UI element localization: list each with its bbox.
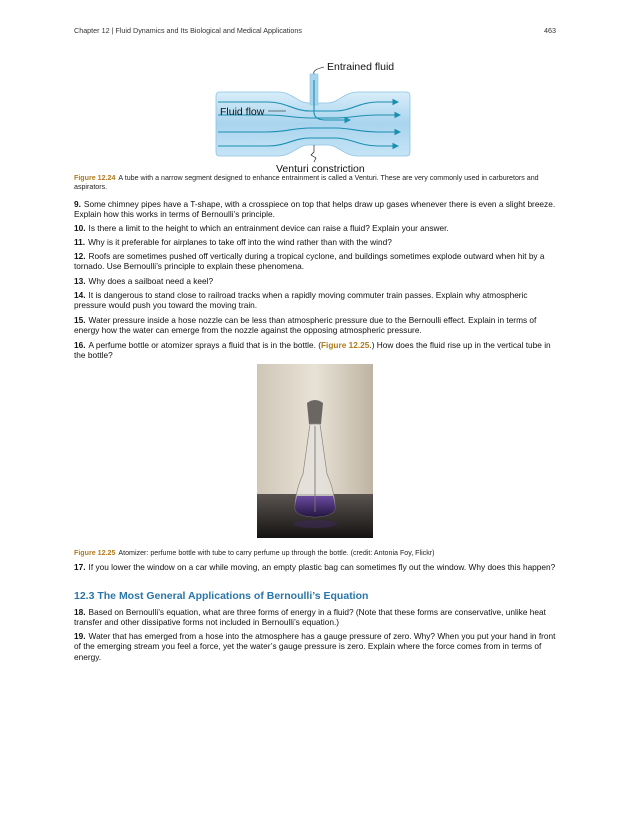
figure-24-caption xyxy=(74,174,558,192)
label-leader xyxy=(314,67,324,74)
question-text: .) How does the fluid rise up in the vertical tube in the bottle? xyxy=(74,340,551,361)
venturi-figure xyxy=(210,56,420,174)
bottle-reflection xyxy=(293,520,337,528)
question-number: 11. xyxy=(74,237,86,247)
question-text: Why does a sailboat need a keel? xyxy=(88,276,214,286)
question-text: Roofs are sometimes pushed off vertically during a tropical cyclone, and buildings sometimes explode outward when hit by a tornado. Use Bernoulli’s principle to explain these phenomena. xyxy=(74,251,545,272)
page-number: 463 xyxy=(544,26,556,35)
question-number: 18. xyxy=(74,607,86,617)
question xyxy=(74,237,558,247)
question xyxy=(74,251,558,272)
question-number: 14. xyxy=(74,290,86,300)
venturi-constriction-label: Venturi constriction xyxy=(276,163,365,174)
question-text: It is dangerous to stand close to railroad tracks when a rapidly moving commuter train passes. Explain why atmospheric pressure would push you toward the moving train. xyxy=(74,290,528,311)
question xyxy=(74,315,558,336)
question-number: 13. xyxy=(74,276,86,286)
question-text: A perfume bottle or atomizer sprays a fluid that is in the bottle. ( xyxy=(88,340,321,350)
question-text: Why is it preferable for airplanes to take off into the wind rather than with the wind? xyxy=(88,237,392,247)
figure-12-25-link[interactable]: Figure 12.25 xyxy=(320,340,370,350)
page-header xyxy=(74,26,556,35)
question xyxy=(74,607,558,628)
chapter-title: Chapter 12 | Fluid Dynamics and Its Biological and Medical Applications xyxy=(74,26,302,35)
question-number: 9. xyxy=(74,199,81,209)
caption-text: A tube with a narrow segment designed to enhance entrainment is called a Venturi. These are very commonly used in carburetors and aspirators. xyxy=(74,174,539,191)
fluid-flow-label: Fluid flow xyxy=(220,106,265,118)
perfume-bottle-photo xyxy=(257,364,373,538)
question-number: 15. xyxy=(74,315,86,325)
question-number: 19. xyxy=(74,631,86,641)
entrained-fluid-label: Entrained fluid xyxy=(327,61,395,73)
question xyxy=(74,199,558,220)
bottle-cap xyxy=(307,400,323,424)
question-text: Water that has emerged from a hose into the atmosphere has a gauge pressure of zero. Why? When you put your hand in front of the emerging stream you feel a force, yet the water’s gauge pressure is zero. Explain where the force comes from in terms of energy. xyxy=(74,631,556,662)
caption-text: Atomizer: perfume bottle with tube to carry perfume up through the bottle. (credit: Antonia Foy, Flickr) xyxy=(118,549,435,557)
label-leader xyxy=(311,145,316,162)
question-text: Water pressure inside a hose nozzle can be less than atmospheric pressure due to the Bernoulli effect. Explain in terms of energy how the water can emerge from the nozzle against the opposing atmospheric pressure. xyxy=(74,315,537,336)
figure-25-caption xyxy=(74,549,558,558)
question-number: 12. xyxy=(74,251,86,261)
question xyxy=(74,290,558,311)
question-text: If you lower the window on a car while moving, an empty plastic bag can sometimes fly out the window. Why does this happen? xyxy=(88,562,556,572)
section-heading: 12.3 The Most General Applications of Bernoulli’s Equation xyxy=(74,590,369,602)
question xyxy=(74,562,558,572)
question xyxy=(74,631,558,662)
question-number: 16. xyxy=(74,340,86,350)
question-text: Some chimney pipes have a T-shape, with a crosspiece on top that helps draw up gases whenever there is even a slight breeze. Explain how this works in terms of Bernoulli’s principle. xyxy=(74,199,556,220)
question-text: Is there a limit to the height to which an entrainment device can raise a fluid? Explain your answer. xyxy=(88,223,449,233)
question xyxy=(74,276,558,286)
figure-label: Figure 12.24 xyxy=(74,174,116,182)
question-number: 17. xyxy=(74,562,86,572)
question xyxy=(74,223,558,233)
question-number: 10. xyxy=(74,223,86,233)
figure-label: Figure 12.25 xyxy=(74,549,116,557)
question-text: Based on Bernoulli’s equation, what are three forms of energy in a fluid? (Note that these forms are conservative, unlike heat transfer and other dissipative forms not included in Bernoulli’s equation.) xyxy=(74,607,546,628)
question xyxy=(74,340,558,361)
